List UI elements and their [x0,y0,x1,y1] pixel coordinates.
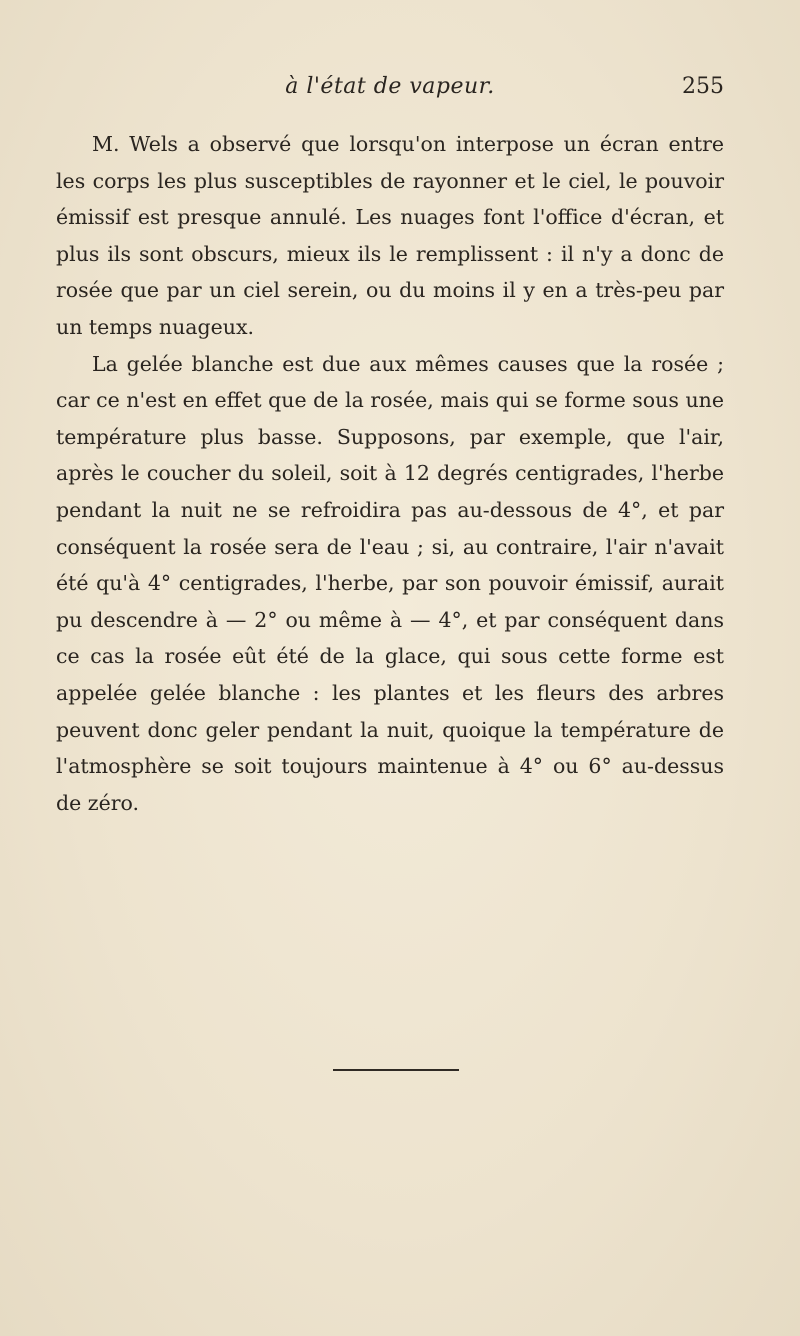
paragraph: M. Wels a observé que lorsqu'on interpose un écran entre les corps les plus susceptibles de rayonner et le ciel, le pouvoir émissif est presque annulé. Les nuages font l'office d'écran, et plus ils sont obscurs, mieux ils le remplissent : il n'y a donc de rosée que par un ciel serein, ou du moins il y en a très-peu par un temps nuageux. [56,132,724,339]
page-number: 255 [682,74,724,99]
page-header [56,74,724,108]
section-end-rule [333,1069,459,1071]
paragraph: La gelée blanche est due aux mêmes causes que la rosée ; car ce n'est en effet que de la rosée, mais qui se forme sous une température plus basse. Supposons, par exemple, que l'air, après le coucher du soleil, soit à 12 degrés centigrades, l'herbe pendant la nuit ne se refroidira pas au-dessous de 4°, et par conséquent la rosée sera de l'eau ; si, au contraire, l'air n'avait été qu'à 4° centigrades, l'herbe, par son pouvoir émissif, aurait pu descendre à — 2° ou même à — 4°, et par conséquent dans ce cas la rosée eût été de la glace, qui sous cette forme est appelée gelée blanche : les plantes et les fleurs des arbres peuvent donc geler pendant la nuit, quoique la température de l'atmosphère se soit toujours maintenue à 4° ou 6° au-dessus de zéro. [56,351,724,815]
body-text [56,126,724,821]
running-title: à l'état de vapeur. [285,74,495,99]
